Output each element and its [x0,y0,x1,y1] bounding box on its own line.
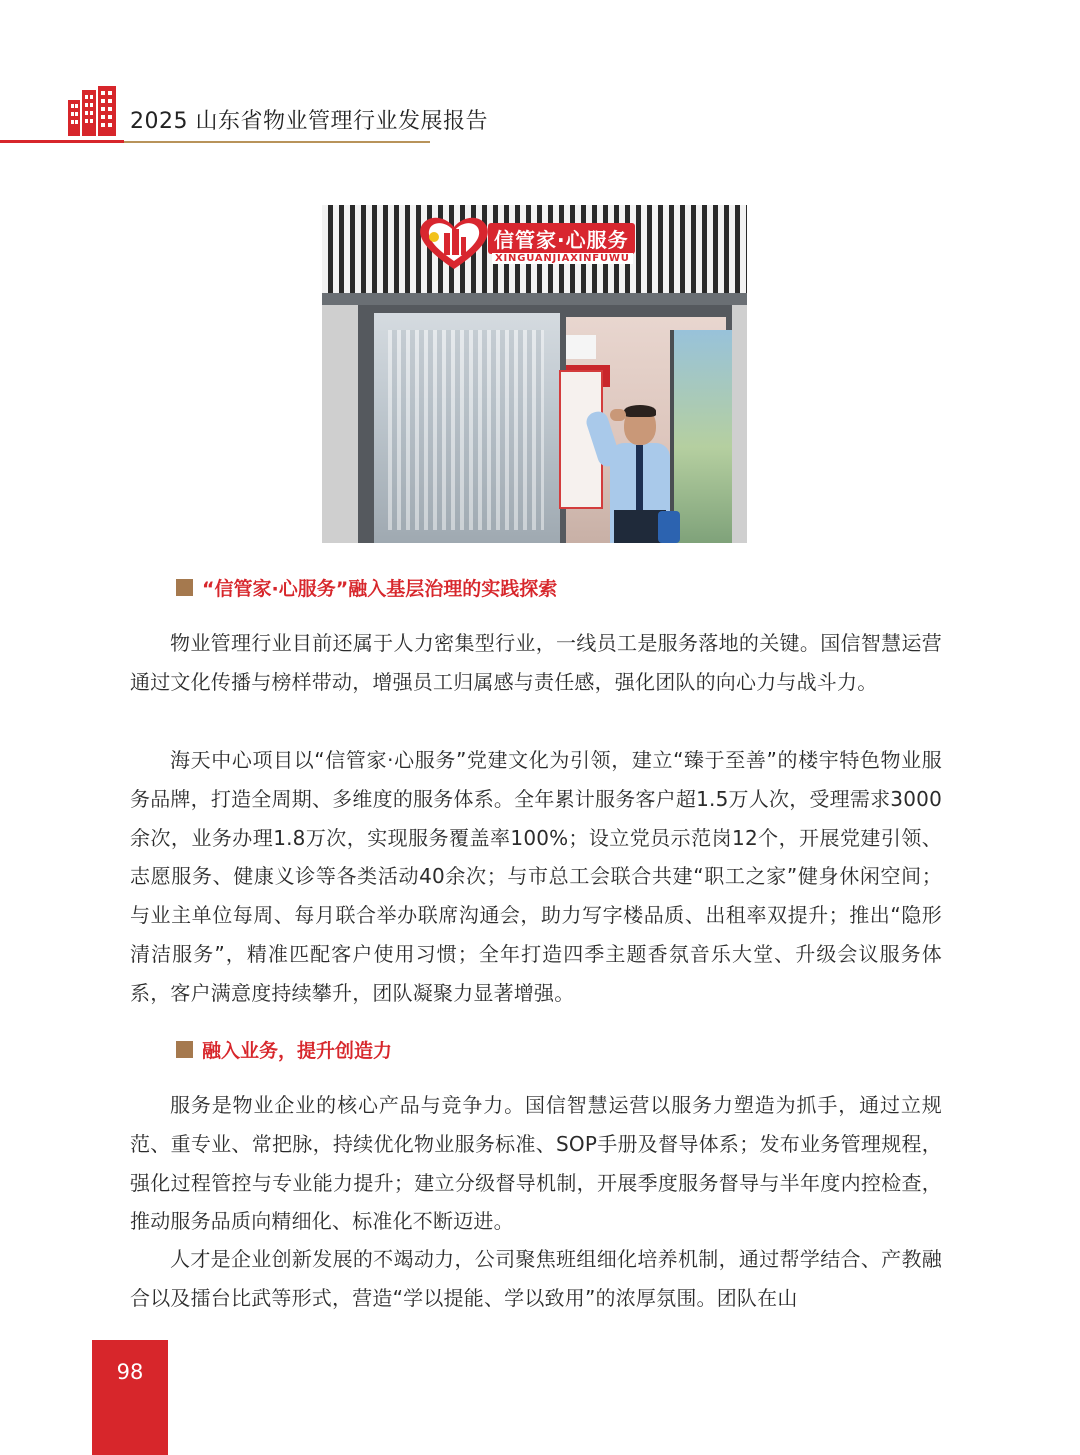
heading-square-marker [176,1041,193,1058]
staff-hair [624,405,656,417]
side-window [670,330,732,543]
heart-logo-icon [414,213,494,271]
air-conditioner [566,335,596,359]
service-station-photo [322,205,747,543]
heading-square-marker [176,579,193,596]
paragraph-2: 海天中心项目以“信管家·心服务”党建文化为引领，建立“臻于至善”的楼宇特色物业服务品牌，打造全周期、多维度的服务体系。全年累计服务客户超1.5万人次，受理需求3000余次，业务办理1.8万次，实现服务覆盖率100%；设立党员示范岗12个，开展党建引领、志愿服务、健康义诊等各类活动40余次；与市总工会联合共建“职工之家”健身休闲空间；与业主单位每周、每月联合举办联席沟通会，助力写字楼品质、出租率双提升；推出“隐形清洁服务”，精准匹配客户使用习惯；全年打造四季主题香氛音乐大堂、升级会议服务体系，客户满意度持续攀升，团队凝聚力显著增强。 [130,748,942,1005]
paragraph-1: 物业管理行业目前还属于人力密集型行业，一线员工是服务落地的关键。国信智慧运营通过文化传播与榜样带动，增强员工归属感与责任感，强化团队的向心力与战斗力。 [130,631,942,694]
blue-bag [658,511,680,543]
header-gold-rule [124,141,430,143]
page-number-box [92,1340,168,1455]
page-number: 98 [116,1360,144,1384]
section-heading-1: “信管家·心服务”融入基层治理的实践探索 [202,578,558,600]
salute-hand [610,409,626,421]
glass-blinds [388,330,544,530]
sign-title: 信管家·心服务 [488,223,635,254]
sign-pinyin: XINGUANJIAXINFUWU [492,253,633,264]
paragraph-3: 服务是物业企业的核心产品与竞争力。国信智慧运营以服务力塑造为抓手，通过立规范、重专业、常把脉，持续优化物业服务标准、SOP手册及督导体系；发布业务管理规程，强化过程管控与专业能力提升；建立分级督导机制，开展季度服务督导与半年度内控检查，推动服务品质向精细化、标准化不断迈进。 [130,1093,942,1234]
header-red-rule [0,140,124,143]
paragraph-4: 人才是企业创新发展的不竭动力，公司聚焦班组细化培养机制，通过帮学结合、产教融合以及擂台比武等形式，营造“学以提能、学以致用”的浓厚氛围。团队在山 [130,1247,942,1310]
red-buildings-icon [66,86,118,136]
section-heading-2: 融入业务，提升创造力 [202,1040,393,1062]
staff-tie [636,445,643,511]
door-frame-top [322,293,747,305]
report-title: 2025 山东省物业管理行业发展报告 [130,109,488,134]
photo-sign [414,213,654,271]
